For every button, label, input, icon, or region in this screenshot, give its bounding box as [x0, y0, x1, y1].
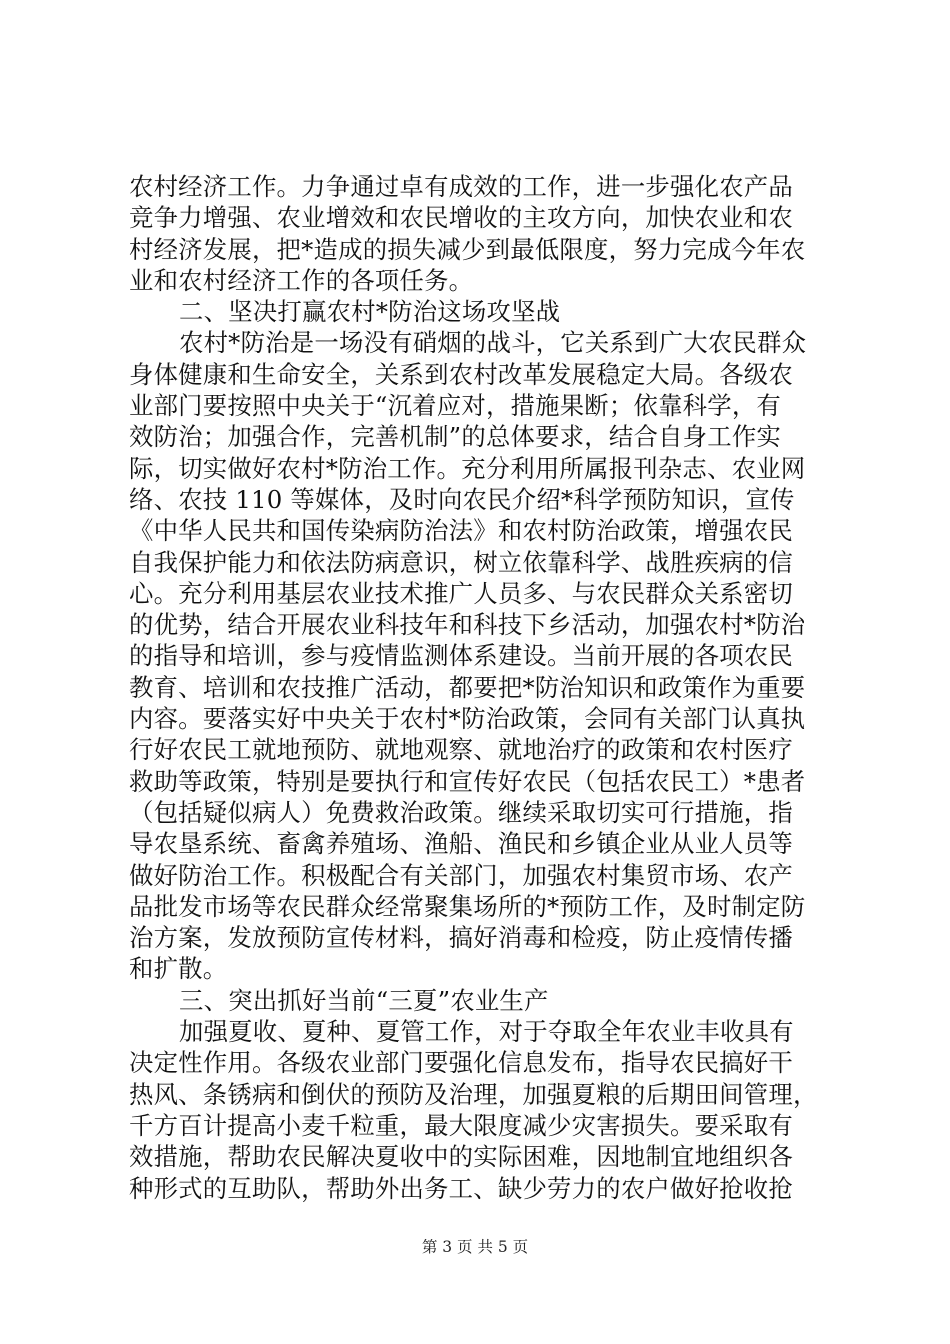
body-text-line: 治方案，发放预防宣传材料，搞好消毒和检疫，防止疫情传播: [129, 923, 793, 953]
body-text-line: （包括疑似病人）免费救治政策。继续采取切实可行措施，指: [129, 797, 793, 827]
body-text-line: 内容。要落实好中央关于农村*防治政策，会同有关部门认真执: [129, 704, 806, 734]
section-heading-2: 二、坚决打赢农村*防治这场攻坚战: [179, 297, 561, 327]
section-heading-3: 三、突出抓好当前“三夏”农业生产: [179, 985, 549, 1015]
body-text-line: 业部门要按照中央关于“沉着应对，措施果断；依靠科学，有: [129, 391, 782, 421]
body-text-line: 的指导和培训，参与疫情监测体系建设。当前开展的各项农民: [129, 641, 793, 671]
body-text-line: 决定性作用。各级农业部门要强化信息发布，指导农民搞好干: [129, 1048, 793, 1078]
body-text-line: 农村*防治是一场没有硝烟的战斗，它关系到广大农民群众: [179, 328, 807, 358]
page-number-footer: 第 3 页 共 5 页: [421, 1238, 529, 1256]
body-text-line: 品批发市场等农民群众经常聚集场所的*预防工作，及时制定防: [129, 891, 806, 921]
document-body: [129, 171, 839, 1204]
body-text-line: 和扩散。: [129, 954, 228, 984]
body-text-line: 农村经济工作。力争通过卓有成效的工作，进一步强化农产品: [129, 172, 793, 201]
body-text-line: 千方百计提高小麦千粒重，最大限度减少灾害损失。要采取有: [129, 1110, 793, 1140]
body-text-line: 心。充分利用基层农业技术推广人员多、与农民群众关系密切: [129, 578, 793, 608]
body-text-line: 导农垦系统、畜禽养殖场、渔船、渔民和乡镇企业从业人员等: [129, 829, 793, 859]
body-text-line: 竞争力增强、农业增效和农民增收的主攻方向，加快农业和农: [129, 203, 793, 233]
body-text-line: 教育、培训和农技推广活动，都要把*防治知识和政策作为重要: [129, 672, 806, 702]
body-text-line: 身体健康和生命安全，关系到农村改革发展稳定大局。各级农: [129, 359, 793, 389]
body-text-line: 救助等政策，特别是要执行和宣传好农民（包括农民工）*患者: [129, 766, 806, 796]
body-text-line: 际，切实做好农村*防治工作。充分利用所属报刊杂志、农业网: [129, 453, 806, 483]
body-text-line: 的优势，结合开展农业科技年和科技下乡活动，加强农村*防治: [129, 610, 806, 640]
body-text-line: 加强夏收、夏种、夏管工作，对于夺取全年农业丰收具有: [179, 1017, 794, 1047]
body-text-line: 业和农村经济工作的各项任务。: [129, 265, 474, 295]
body-text-line: 热风、条锈病和倒伏的预防及治理，加强夏粮的后期田间管理，: [129, 1079, 818, 1109]
body-text-line: 效措施，帮助农民解决夏收中的实际困难，因地制宜地组织各: [129, 1142, 793, 1172]
body-text-line: 做好防治工作。积极配合有关部门，加强农村集贸市场、农产: [129, 860, 793, 890]
body-text-line: 络、农技 110 等媒体，及时向农民介绍*科学预防知识，宣传: [129, 484, 795, 514]
body-text-line: 行好农民工就地预防、就地观察、就地治疗的政策和农村医疗: [129, 735, 793, 765]
body-text-line: 效防治；加强合作，完善机制”的总体要求，结合自身工作实: [129, 422, 782, 452]
body-text-line: 自我保护能力和依法防病意识，树立依靠科学、战胜疾病的信: [129, 547, 793, 577]
body-text-line: 种形式的互助队，帮助外出务工、缺少劳力的农户做好抢收抢: [129, 1173, 793, 1203]
body-text-line: 《中华人民共和国传染病防治法》和农村防治政策，增强农民: [129, 516, 793, 546]
body-text-line: 村经济发展，把*造成的损失减少到最低限度，努力完成今年农: [129, 234, 806, 264]
